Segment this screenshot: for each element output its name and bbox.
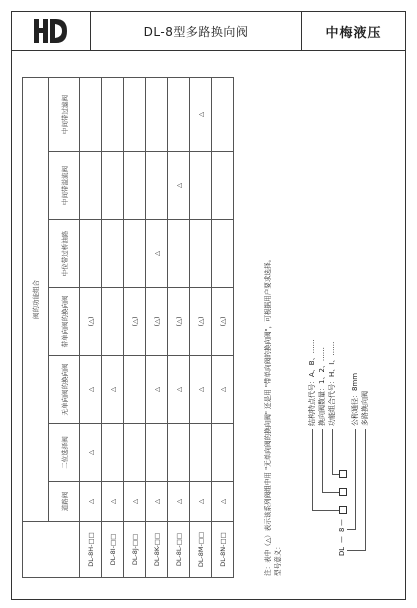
table-cell: △ [168, 356, 190, 424]
table-cell [146, 424, 168, 482]
table-cell [146, 152, 168, 220]
table-cell [190, 152, 212, 220]
column-header: 无单向阀的换向阀 [49, 356, 80, 424]
table-cell [124, 220, 146, 288]
column-header: 道路阀 [49, 482, 80, 522]
leader-line [355, 429, 356, 530]
leader-line [322, 429, 323, 493]
legend-multi-way-valve: 多路换向阀 [361, 391, 369, 426]
table-cell [190, 424, 212, 482]
table-cell [102, 288, 124, 356]
legend-function-code: 功能组合代号：H、I、…… [328, 341, 336, 426]
table-cell: △ [80, 424, 102, 482]
table-cell [168, 77, 190, 151]
table-row [190, 77, 212, 577]
model-cell: DL-8K-□□ [146, 522, 168, 578]
table-cell: △ [190, 356, 212, 424]
model-cell: DL-8M-□□ [190, 522, 212, 578]
column-header: 中间带过滤阀 [49, 77, 80, 151]
legend-valve-count: 换向阀数量：1、2、…… [318, 347, 326, 426]
code-digit: 8 [338, 527, 346, 532]
table-cell: △ [212, 356, 234, 424]
table-row [80, 77, 102, 577]
table-cell: △ [102, 356, 124, 424]
column-header: 中间带溢流阀 [49, 152, 80, 220]
rotated-content [22, 78, 382, 578]
table-cell: △ [146, 220, 168, 288]
table-cell [168, 424, 190, 482]
document-title: DL-8型多路换向阀 [91, 12, 302, 50]
table-cell [80, 77, 102, 151]
table-cell [102, 220, 124, 288]
code-dash-2: — [338, 519, 346, 526]
column-header: 带单向阀的换向阀 [49, 288, 80, 356]
hd-logo-icon [31, 16, 71, 46]
model-cell: DL-8J-□□ [124, 522, 146, 578]
table-cell: △ [190, 77, 212, 151]
table-cell [168, 220, 190, 288]
model-cell: DL-8L-□□ [168, 522, 190, 578]
table-cell: △ [146, 482, 168, 522]
table-row [168, 77, 190, 577]
legend-nominal-size: 公称通径：8mm [351, 372, 359, 426]
table-cell: (△) [146, 288, 168, 356]
table-row [102, 77, 124, 577]
table-row [212, 77, 234, 577]
model-cell: DL-8H-□□ [80, 522, 102, 578]
code-prefix: DL [338, 546, 346, 556]
leader-line [332, 429, 333, 475]
table-cell [212, 424, 234, 482]
model-code-diagram [298, 256, 378, 556]
table-group-header-row [23, 77, 49, 577]
leader-line [347, 529, 355, 530]
table-cell: (△) [212, 288, 234, 356]
note-text: 注：表中（△）表示该系列阀组中用 "无单向阀的换向阀" 还是用 "带单向阀的换向阀"，可根据用户要求选择。 [264, 255, 272, 576]
leader-line [312, 429, 313, 511]
model-cell: DL-8I-□□ [102, 522, 124, 578]
table-cell: △ [80, 356, 102, 424]
table-cell [102, 77, 124, 151]
table-row [124, 77, 146, 577]
table-cell [102, 152, 124, 220]
table-cell: △ [168, 152, 190, 220]
group-header: 阀的功能组合 [23, 77, 49, 521]
table-cell: (△) [124, 288, 146, 356]
table-cell [102, 424, 124, 482]
table-cell [146, 77, 168, 151]
model-header-cell [23, 522, 80, 578]
code-box [339, 506, 347, 514]
leader-line [365, 429, 366, 551]
table-cell [80, 152, 102, 220]
table-cell: △ [102, 482, 124, 522]
table-cell: △ [168, 482, 190, 522]
table-cell [212, 152, 234, 220]
table-cell: (△) [80, 288, 102, 356]
table-cell: △ [146, 356, 168, 424]
table-cell: △ [124, 482, 146, 522]
model-meaning-label: 型号意义： [274, 543, 282, 576]
table-cell: △ [190, 482, 212, 522]
code-dash: — [338, 536, 346, 543]
table-cell [190, 220, 212, 288]
notes-block [263, 78, 283, 576]
company-logo [12, 12, 91, 50]
table-cell [212, 220, 234, 288]
table-cell [124, 77, 146, 151]
table-cell: (△) [168, 288, 190, 356]
table-column-header-row [49, 77, 80, 577]
table-cell [124, 356, 146, 424]
code-box [339, 488, 347, 496]
table-cell: (△) [190, 288, 212, 356]
table-cell [124, 424, 146, 482]
model-cell: DL-8N-□□ [212, 522, 234, 578]
table-cell [80, 220, 102, 288]
table-cell [212, 77, 234, 151]
code-box [339, 470, 347, 478]
column-header: 二位选择阀 [49, 424, 80, 482]
legend-structure-code: 结构特点代号：A、B、…… [308, 339, 316, 426]
table-row [146, 77, 168, 577]
company-name: 中梅液压 [325, 25, 382, 41]
function-combination-table [22, 77, 234, 578]
table-cell: △ [212, 482, 234, 522]
column-header: 中位带过桥油路 [49, 220, 80, 288]
table-cell [124, 152, 146, 220]
leader-line [312, 510, 339, 511]
table-cell: △ [80, 482, 102, 522]
header-bar [11, 11, 406, 51]
leader-line [347, 550, 365, 551]
leader-line [322, 492, 339, 493]
leader-line [332, 474, 339, 475]
